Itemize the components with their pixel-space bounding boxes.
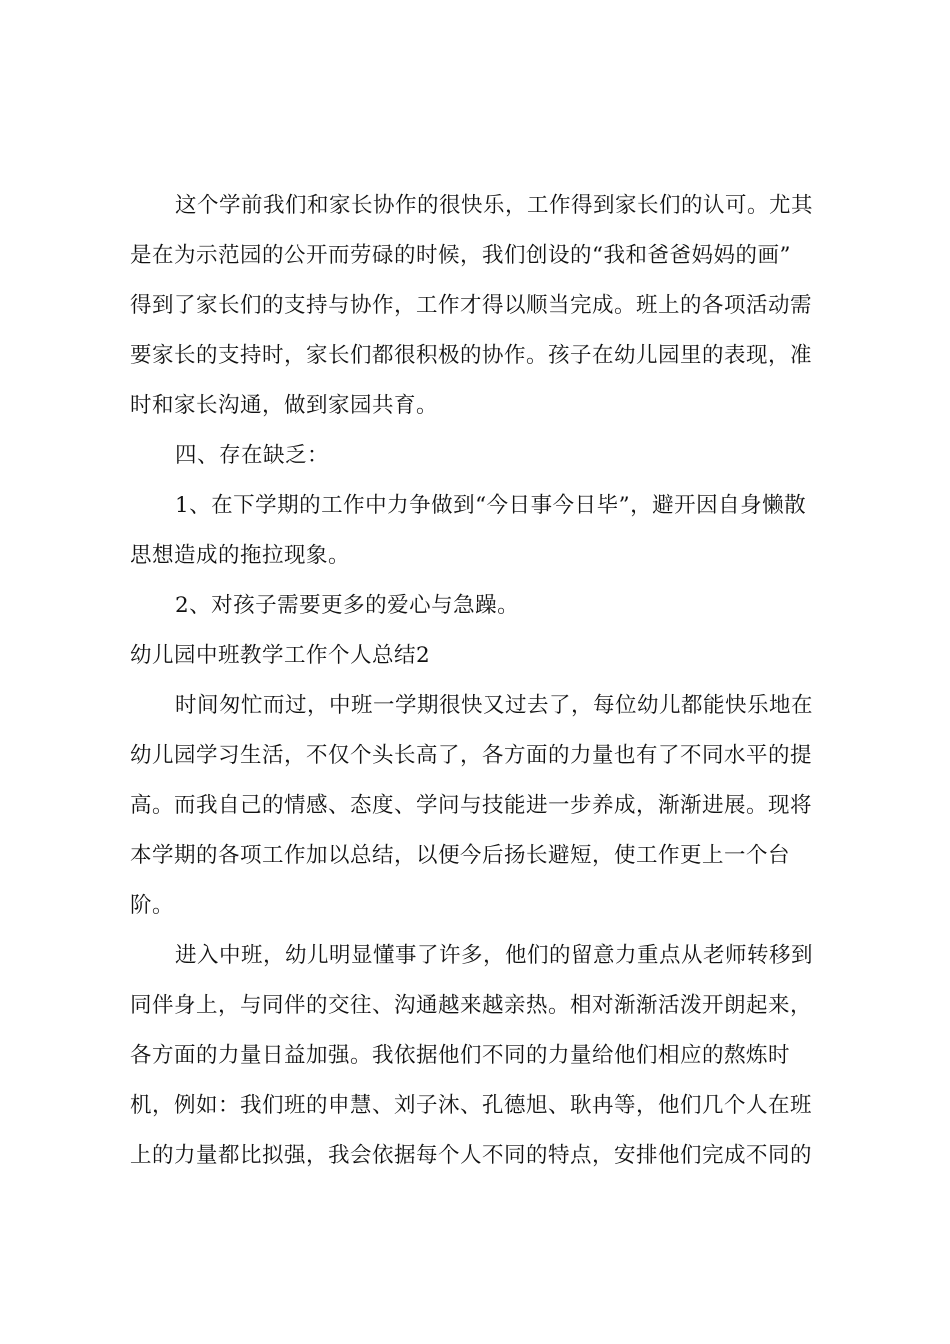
paragraph-line: 同伴身上，与同伴的交往、沟通越来越亲热。相对渐渐活泼开朗起来， bbox=[130, 993, 813, 1018]
section-heading: 四、存在缺乏： bbox=[175, 443, 330, 468]
paragraph-line: 是在为示范园的公开而劳碌的时候，我们创设的“我和爸爸妈妈的画” bbox=[130, 243, 791, 268]
document-subtitle: 幼儿园中班教学工作个人总结2 bbox=[130, 643, 431, 668]
paragraph-line: 本学期的各项工作加以总结，以便今后扬长避短，使工作更上一个台 bbox=[130, 843, 791, 868]
paragraph-line: 要家长的支持时，家长们都很积极的协作。孩子在幼儿园里的表现，准 bbox=[130, 343, 813, 368]
paragraph-line: 时间匆忙而过，中班一学期很快又过去了，每位幼儿都能快乐地在 bbox=[175, 693, 814, 718]
paragraph-line: 时和家长沟通，做到家园共育。 bbox=[130, 393, 439, 418]
paragraph-line: 高。而我自己的情感、态度、学问与技能进一步养成，渐渐进展。现将 bbox=[130, 793, 813, 818]
list-item-line: 2、对孩子需要更多的爱心与急躁。 bbox=[175, 593, 520, 618]
paragraph-line: 得到了家长们的支持与协作，工作才得以顺当完成。班上的各项活动需 bbox=[130, 293, 813, 318]
paragraph-line: 阶。 bbox=[130, 893, 175, 918]
list-item-line: 思想造成的拖拉现象。 bbox=[130, 543, 351, 568]
paragraph-line: 机，例如：我们班的申慧、刘子沐、孔德旭、耿冉等，他们几个人在班 bbox=[130, 1093, 813, 1118]
paragraph-line: 这个学前我们和家长协作的很快乐，工作得到家长们的认可。尤其 bbox=[175, 193, 814, 218]
paragraph-line: 各方面的力量日益加强。我依据他们不同的力量给他们相应的熬炼时 bbox=[130, 1043, 791, 1068]
list-item-line: 1、在下学期的工作中力争做到“今日事今日毕”，避开因自身懒散 bbox=[175, 493, 807, 518]
paragraph-line: 上的力量都比拟强，我会依据每个人不同的特点，安排他们完成不同的 bbox=[130, 1143, 813, 1168]
paragraph-line: 幼儿园学习生活，不仅个头长高了，各方面的力量也有了不同水平的提 bbox=[130, 743, 813, 768]
paragraph-line: 进入中班，幼儿明显懂事了许多，他们的留意力重点从老师转移到 bbox=[175, 943, 814, 968]
